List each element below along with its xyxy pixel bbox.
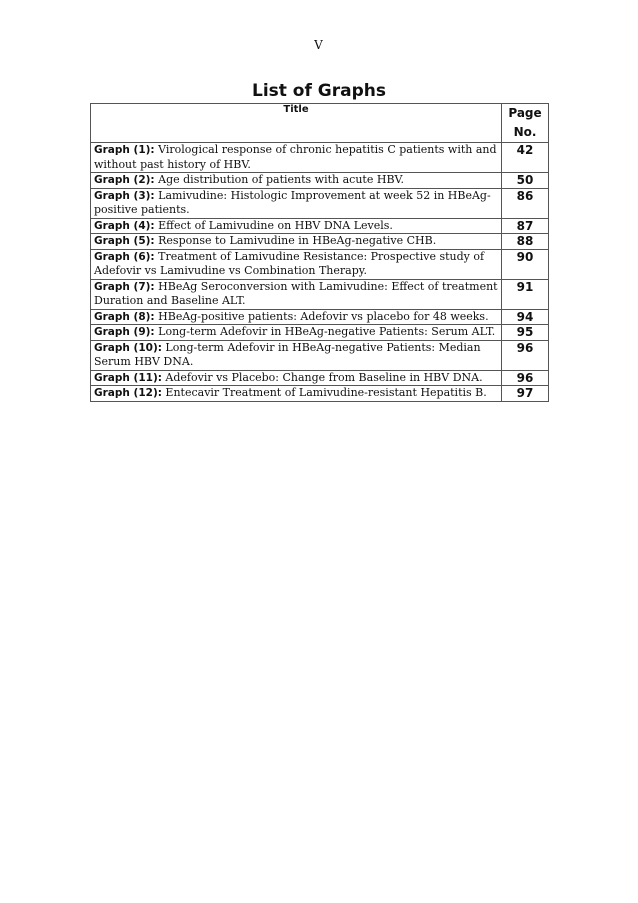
table-row	[91, 249, 549, 279]
page-number: V	[314, 38, 324, 52]
table-row	[91, 188, 549, 218]
graph-title-text: Treatment of Lamivudine Resistance: Prospective study of Adefovir vs Lamivudine vs Combination Therapy.	[94, 249, 485, 277]
page-number-cell: 91	[502, 279, 549, 309]
page-number-cell: 96	[502, 340, 549, 370]
graph-label: Graph (2):	[94, 174, 155, 186]
graph-title-cell	[91, 234, 502, 250]
graph-title-text: Adefovir vs Placebo: Change from Baseline in HBV DNA.	[161, 370, 483, 384]
table-row	[91, 370, 549, 386]
graph-title-text: Entecavir Treatment of Lamivudine-resistant Hepatitis B.	[161, 386, 487, 399]
table-row	[91, 143, 549, 173]
graph-title-cell	[91, 218, 502, 234]
page-number-cell: 95	[502, 325, 549, 341]
list-of-graphs-table	[90, 103, 549, 402]
table-row	[91, 386, 549, 402]
graph-title-cell	[91, 386, 502, 402]
graph-title-text: Age distribution of patients with acute HBV.	[154, 173, 405, 186]
page-number-cell: 50	[502, 173, 549, 189]
graph-title-text: Effect of Lamivudine on HBV DNA Levels.	[154, 218, 393, 232]
graph-title-cell	[91, 370, 502, 386]
graph-title-text: Long-term Adefovir in HBeAg-negative Patients: Median Serum HBV DNA.	[94, 340, 481, 368]
graph-title-cell	[91, 143, 502, 173]
table-row	[91, 173, 549, 189]
graph-title-cell	[91, 309, 502, 325]
table-header-row	[91, 104, 549, 143]
table-row	[91, 218, 549, 234]
page-number-cell: 97	[502, 386, 549, 402]
page-number-cell: 94	[502, 309, 549, 325]
page-number-cell: 86	[502, 188, 549, 218]
page-number-cell: 87	[502, 218, 549, 234]
table-row	[91, 234, 549, 250]
graph-title-cell	[91, 249, 502, 279]
graph-title-text: Virological response of chronic hepatitis C patients with and without past history of HBV.	[94, 143, 497, 171]
graph-label: Graph (6):	[94, 250, 155, 263]
page-number-cell: 42	[502, 143, 549, 173]
page-column-header	[502, 104, 549, 143]
graph-title-text: HBeAg Seroconversion with Lamivudine: Effect of treatment Duration and Baseline ALT.	[94, 279, 498, 307]
title-column-header: Title	[91, 104, 502, 143]
graph-label: Graph (7):	[94, 280, 155, 293]
graph-title-text: Long-term Adefovir in HBeAg-negative Patients: Serum ALT.	[154, 325, 496, 338]
table-row	[91, 340, 549, 370]
graph-label: Graph (11):	[94, 371, 162, 384]
graph-label: Graph (1):	[94, 144, 155, 156]
table-body	[91, 143, 549, 402]
graph-title-text: Response to Lamivudine in HBeAg-negative CHB.	[154, 234, 437, 247]
page-header-line1: Page	[508, 106, 542, 120]
table-row	[91, 279, 549, 309]
graph-title-cell	[91, 340, 502, 370]
graph-label: Graph (4):	[94, 219, 155, 232]
graph-label: Graph (9):	[94, 326, 155, 338]
graph-label: Graph (8):	[94, 310, 155, 323]
graph-title-text: HBeAg-positive patients: Adefovir vs placebo for 48 weeks.	[154, 309, 489, 323]
page-header-line2: No.	[513, 125, 537, 139]
graph-label: Graph (12):	[94, 387, 162, 399]
table-row	[91, 325, 549, 341]
graph-title-cell	[91, 188, 502, 218]
graph-title-cell	[91, 325, 502, 341]
page-number-cell: 96	[502, 370, 549, 386]
page-title: List of Graphs	[251, 81, 387, 101]
page-number-cell: 88	[502, 234, 549, 250]
graph-label: Graph (3):	[94, 189, 155, 202]
graph-label: Graph (5):	[94, 235, 155, 247]
graph-title-text: Lamivudine: Histologic Improvement at week 52 in HBeAg-positive patients.	[94, 188, 491, 216]
table-row	[91, 309, 549, 325]
graph-title-cell	[91, 173, 502, 189]
page-number-cell: 90	[502, 249, 549, 279]
graph-label: Graph (10):	[94, 341, 162, 354]
graph-title-cell	[91, 279, 502, 309]
